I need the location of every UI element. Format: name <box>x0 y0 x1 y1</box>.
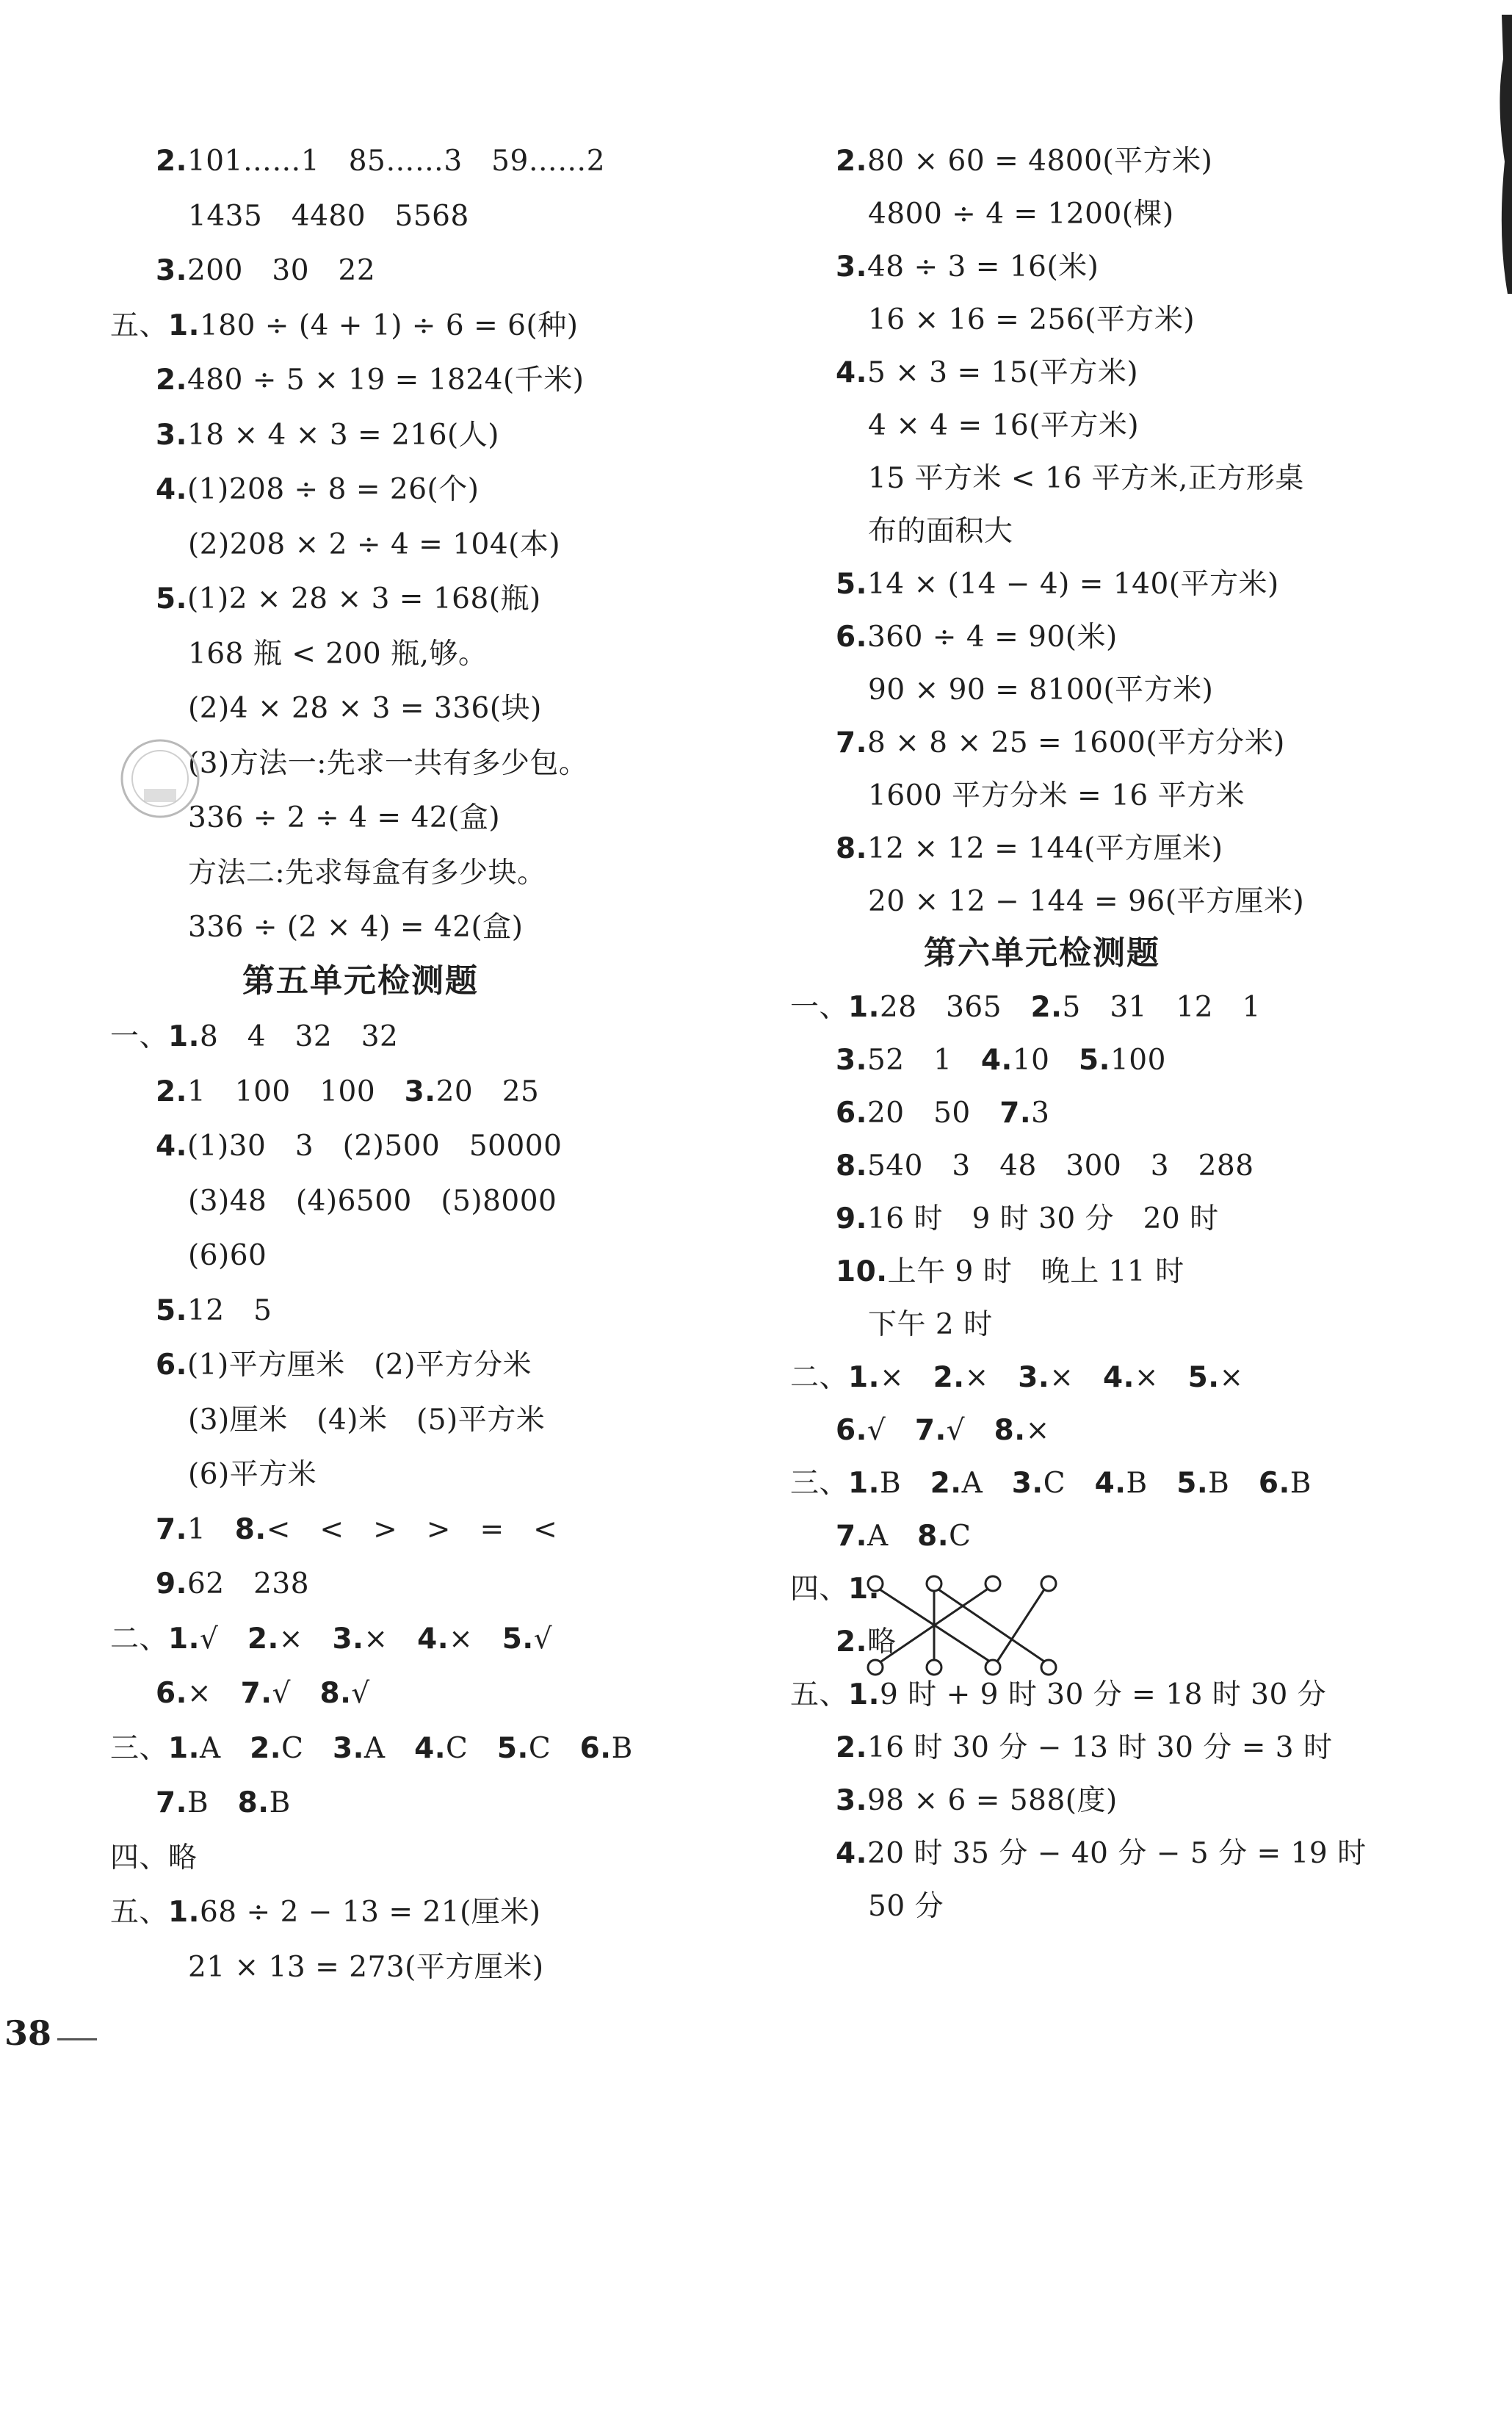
answer-text: 100 <box>1110 1044 1166 1077</box>
question-number: 5. <box>1187 1361 1220 1394</box>
question-number: 4. <box>156 473 187 506</box>
section-heading: 第五单元检测题 <box>242 961 479 1000</box>
answer-text: 1 <box>187 1512 235 1546</box>
answer-text: × <box>964 1361 1019 1394</box>
answer-line <box>156 418 499 452</box>
answer-text: 上午 9 时 晚上 11 时 <box>887 1255 1184 1288</box>
answer-line <box>868 198 1174 231</box>
question-number: 5. <box>156 1293 187 1327</box>
answer-text: 336 ÷ (2 × 4) = 42(盒) <box>188 911 524 944</box>
answer-line <box>836 250 1099 284</box>
answer-text: 18 × 4 × 3 = 216(人) <box>187 418 499 452</box>
answer-text: 16 × 16 = 256(平方米) <box>868 303 1196 336</box>
question-number: 4. <box>1094 1467 1126 1500</box>
question-number: 4. <box>156 1130 187 1163</box>
answer-text: × <box>1025 1414 1050 1447</box>
question-number: 8. <box>237 1786 270 1819</box>
answer-text: × <box>363 1622 418 1656</box>
answer-text: √ <box>351 1677 370 1710</box>
answer-text: √ <box>533 1622 553 1656</box>
answer-text: × <box>879 1361 933 1394</box>
answer-text: 3 <box>1031 1097 1050 1130</box>
answer-text: B <box>611 1731 633 1765</box>
answer-text: 5 × 3 = 15(平方米) <box>867 356 1139 389</box>
question-number: 4. <box>414 1731 446 1765</box>
answer-line <box>110 308 579 342</box>
answer-text: B <box>269 1786 291 1819</box>
answer-text: 68 ÷ 2 − 13 = 21(厘米) <box>199 1896 541 1929</box>
answer-text: C <box>949 1520 972 1553</box>
section-prefix: 一、 <box>110 1020 169 1053</box>
question-number: 5. <box>1079 1044 1110 1077</box>
answer-text: 12 × 12 = 144(平方厘米) <box>867 832 1223 865</box>
answer-line <box>188 637 488 671</box>
answer-line <box>836 1839 1367 1868</box>
answer-text: (1)208 ÷ 8 = 26(个) <box>187 473 480 506</box>
answer-text: × <box>1134 1361 1188 1394</box>
answer-line <box>188 1950 544 1984</box>
question-number: 4. <box>1102 1361 1135 1394</box>
question-number: 7. <box>156 1786 187 1819</box>
question-number: 3. <box>836 250 867 284</box>
question-number: 7. <box>836 1520 867 1553</box>
answer-line <box>868 464 1304 493</box>
answer-text: C <box>528 1731 580 1765</box>
answer-text: 10 <box>1012 1044 1079 1077</box>
answer-text: × <box>187 1677 241 1710</box>
answer-text: 1 100 100 <box>187 1075 405 1108</box>
question-number: 8. <box>994 1414 1026 1447</box>
answer-line <box>868 411 1139 440</box>
answer-line <box>156 582 541 616</box>
section-prefix: 一、 <box>790 991 849 1024</box>
question-number: 2. <box>933 1361 965 1394</box>
answer-text: 28 365 <box>879 991 1031 1024</box>
answer-line <box>836 1046 1166 1075</box>
answer-line <box>868 1310 993 1339</box>
answer-line <box>790 1363 1244 1392</box>
answer-text: √ <box>272 1677 320 1710</box>
question-number: 6. <box>156 1677 187 1710</box>
answer-text: B <box>187 1786 238 1819</box>
question-number: 3. <box>836 1044 867 1077</box>
answer-text: √ <box>867 1414 915 1447</box>
question-number: 2. <box>930 1467 962 1500</box>
answer-text: A <box>867 1520 918 1553</box>
answer-text: (3)方法一:先求一共有多少包。 <box>188 746 588 780</box>
answer-text: B <box>1126 1467 1177 1500</box>
answer-text: 101……1 85……3 59……2 <box>187 145 606 178</box>
question-number: 3. <box>1011 1467 1043 1500</box>
question-number: 5. <box>502 1622 534 1656</box>
answer-line <box>188 199 469 233</box>
question-number: 2. <box>250 1731 282 1765</box>
answer-line <box>836 623 1118 652</box>
question-number: 7. <box>240 1677 272 1710</box>
answer-text: (1)30 3 (2)500 50000 <box>187 1130 563 1163</box>
answer-line <box>156 1786 291 1819</box>
answer-line <box>188 1403 546 1437</box>
answer-text: B <box>1289 1467 1312 1500</box>
question-number: 6. <box>836 1414 867 1447</box>
answer-line <box>156 256 375 285</box>
question-number: 7. <box>836 726 867 759</box>
answer-text: 336 ÷ 2 ÷ 4 = 42(盒) <box>188 801 501 834</box>
answer-line <box>836 570 1279 599</box>
question-number: 1. <box>848 991 880 1024</box>
answer-line <box>110 1622 553 1656</box>
answer-text: 50 分 <box>868 1890 944 1923</box>
question-number: 7. <box>156 1512 187 1546</box>
section-prefix: 五、 <box>110 1896 169 1929</box>
answer-line <box>110 1022 398 1051</box>
answer-text: 16 时 30 分 − 13 时 30 分 = 3 时 <box>867 1731 1333 1764</box>
question-number: 6. <box>836 1097 867 1130</box>
answer-line <box>836 1097 1050 1130</box>
question-number: 6. <box>1258 1467 1290 1500</box>
answer-line <box>110 1841 198 1874</box>
question-number: 1. <box>848 1361 880 1394</box>
answer-text: 15 平方米 < 16 平方米,正方形桌 <box>868 462 1304 495</box>
answer-text: 20 50 <box>867 1097 1000 1130</box>
answer-text: 20 25 <box>435 1075 540 1108</box>
question-number: 8. <box>234 1512 267 1546</box>
answer-line <box>836 1522 971 1551</box>
answer-line <box>156 1679 370 1708</box>
answer-text: 略 <box>867 1625 897 1659</box>
question-number: 8. <box>319 1677 352 1710</box>
answer-text: 8 4 32 32 <box>199 1020 399 1053</box>
answer-line <box>868 779 1245 812</box>
answer-line <box>836 1202 1219 1235</box>
answer-text: (6)60 <box>188 1239 267 1272</box>
answer-text: 4800 ÷ 4 = 1200(棵) <box>868 198 1174 231</box>
answer-line <box>156 1567 310 1600</box>
answer-line <box>836 726 1285 759</box>
answer-line <box>156 364 585 397</box>
answer-text: A <box>961 1467 1012 1500</box>
question-number: 1. <box>168 1896 200 1929</box>
section-prefix: 四、 <box>790 1573 849 1606</box>
question-number: 3. <box>332 1731 364 1765</box>
answer-line <box>188 746 588 780</box>
answer-text: A <box>199 1731 250 1765</box>
question-number: 8. <box>836 1149 867 1183</box>
answer-line <box>836 834 1223 863</box>
answer-text: 200 30 22 <box>187 254 376 287</box>
question-number: 2. <box>836 1625 867 1659</box>
question-number: 2. <box>836 145 867 178</box>
answer-line <box>110 1731 633 1765</box>
question-number: 2. <box>836 1731 867 1764</box>
answer-text: 360 ÷ 4 = 90(米) <box>867 621 1118 654</box>
answer-line <box>790 1469 1312 1498</box>
answer-text: 540 3 48 300 3 288 <box>867 1149 1254 1183</box>
answer-text: C <box>446 1731 497 1765</box>
question-number: 9. <box>836 1202 867 1235</box>
answer-text: 98 × 6 = 588(度) <box>867 1784 1118 1817</box>
answer-line <box>836 1416 1050 1445</box>
answer-line <box>156 475 479 504</box>
answer-text: C <box>1043 1467 1095 1500</box>
section-prefix: 五、 <box>110 308 169 342</box>
answer-text: 90 × 90 = 8100(平方米) <box>868 674 1214 707</box>
answer-line <box>110 1898 541 1927</box>
answer-text: × <box>1219 1361 1244 1394</box>
answer-text: × <box>1049 1361 1103 1394</box>
question-number: 3. <box>332 1622 364 1656</box>
page-number-rule <box>57 2038 97 2040</box>
answer-line <box>188 1460 316 1489</box>
question-number: 2. <box>247 1622 279 1656</box>
answer-line <box>156 1293 272 1327</box>
section-prefix: 三、 <box>110 1731 169 1765</box>
answer-line <box>868 303 1196 336</box>
answer-text: (3)厘米 (4)米 (5)平方米 <box>188 1403 546 1437</box>
answer-line <box>868 1892 944 1921</box>
question-number: 3. <box>156 418 187 452</box>
question-number: 1. <box>848 1678 880 1711</box>
question-number: 3. <box>404 1075 436 1108</box>
answer-text: 48 ÷ 3 = 16(米) <box>867 250 1099 284</box>
question-number: 1. <box>848 1573 880 1606</box>
answer-line <box>156 147 605 176</box>
answer-line <box>188 527 561 561</box>
answer-line <box>156 1349 532 1382</box>
answer-line <box>188 856 546 889</box>
question-number: 1. <box>168 1731 200 1765</box>
question-number: 5. <box>1176 1467 1209 1500</box>
answer-text: 168 瓶 < 200 瓶,够。 <box>188 637 488 671</box>
answer-text: 方法二:先求每盒有多少块。 <box>188 856 546 889</box>
answer-line <box>836 1786 1118 1815</box>
answer-text: 180 ÷ (4 + 1) ÷ 6 = 6(种) <box>199 308 579 342</box>
question-number: 4. <box>980 1044 1013 1077</box>
answer-line <box>836 358 1138 387</box>
question-number: 8. <box>836 832 867 865</box>
question-number: 6. <box>156 1349 187 1382</box>
question-number: 2. <box>156 364 187 397</box>
question-number: 1. <box>168 308 200 342</box>
answer-line <box>790 993 1261 1022</box>
section-prefix: 三、 <box>790 1467 849 1500</box>
answer-line <box>836 1733 1333 1762</box>
question-number: 5. <box>836 568 867 601</box>
answer-text: (2)208 × 2 ÷ 4 = 104(本) <box>188 527 561 561</box>
question-number: 1. <box>168 1020 200 1053</box>
answer-text: 8 × 8 × 25 = 1600(平方分米) <box>867 726 1285 759</box>
answer-text: (6)平方米 <box>188 1458 317 1491</box>
section-prefix: 五、 <box>790 1678 849 1711</box>
answer-line <box>868 674 1214 707</box>
answer-text: 21 × 13 = 273(平方厘米) <box>188 1950 544 1984</box>
answer-text: 480 ÷ 5 × 19 = 1824(千米) <box>187 364 585 397</box>
question-number: 2. <box>156 145 187 178</box>
answer-text: 12 5 <box>187 1293 272 1327</box>
question-number: 1. <box>848 1467 880 1500</box>
answer-text: 布的面积大 <box>868 515 1013 548</box>
question-number: 6. <box>579 1731 612 1765</box>
answer-line <box>868 887 1304 916</box>
answer-text: 14 × (14 − 4) = 140(平方米) <box>867 568 1279 601</box>
answer-line <box>188 694 542 723</box>
section-heading: 第六单元检测题 <box>924 934 1160 972</box>
answer-text: 下午 2 时 <box>868 1308 993 1341</box>
question-number: 8. <box>917 1520 949 1553</box>
answer-text: B <box>879 1467 930 1500</box>
question-number: 10. <box>836 1255 888 1288</box>
section-prefix: 四、 <box>110 1841 169 1874</box>
section-prefix: 二、 <box>790 1361 849 1394</box>
answer-line <box>156 1075 540 1108</box>
question-number: 9. <box>156 1567 187 1600</box>
answer-line <box>188 1184 557 1218</box>
question-number: 6. <box>836 621 867 654</box>
answer-text: × <box>278 1622 333 1656</box>
answer-line <box>836 1149 1254 1183</box>
answer-line <box>790 1678 1327 1711</box>
answer-text: (2)4 × 28 × 3 = 336(块) <box>188 692 542 725</box>
stamp-seal-icon <box>116 735 204 823</box>
question-number: 7. <box>999 1097 1032 1130</box>
answer-line <box>836 147 1212 176</box>
question-number: 2. <box>156 1075 187 1108</box>
question-number: 3. <box>836 1784 867 1817</box>
question-number: 3. <box>1018 1361 1050 1394</box>
answer-text: 16 时 9 时 30 分 20 时 <box>867 1202 1219 1235</box>
answer-text: 1435 4480 5568 <box>188 199 469 233</box>
question-number: 5. <box>156 582 187 616</box>
answer-text: 20 时 35 分 − 40 分 − 5 分 = 19 时 <box>867 1837 1367 1870</box>
page-number: 38 <box>4 2013 52 2053</box>
answer-line <box>188 913 523 942</box>
answer-line <box>156 1132 562 1161</box>
answer-text: 62 238 <box>187 1567 310 1600</box>
answer-text: 80 × 60 = 4800(平方米) <box>867 145 1213 178</box>
answer-text: (3)48 (4)6500 (5)8000 <box>188 1184 557 1218</box>
answer-text: (1)平方厘米 (2)平方分米 <box>187 1349 532 1382</box>
answer-text: B <box>1208 1467 1259 1500</box>
answer-text: √ <box>946 1414 994 1447</box>
question-number: 4. <box>417 1622 449 1656</box>
question-number: 4. <box>836 356 867 389</box>
answer-line <box>156 1512 558 1546</box>
answer-line <box>836 1257 1184 1286</box>
answer-text: 1600 平方分米 = 16 平方米 <box>868 779 1245 812</box>
answer-text: 5 31 12 1 <box>1062 991 1261 1024</box>
answer-line <box>868 517 1013 546</box>
question-number: 2. <box>1030 991 1063 1024</box>
answer-text: C <box>281 1731 333 1765</box>
answer-text: 52 1 <box>867 1044 981 1077</box>
section-prefix: 二、 <box>110 1622 169 1656</box>
answer-line <box>188 1241 267 1270</box>
answer-text: √ <box>199 1622 247 1656</box>
question-number: 1. <box>168 1622 200 1656</box>
answer-line <box>188 801 501 834</box>
scan-edge-shadow-icon <box>1487 15 1512 294</box>
question-number: 5. <box>496 1731 529 1765</box>
answer-text: × <box>449 1622 502 1656</box>
answer-text: < < > > = < <box>266 1512 558 1546</box>
answer-text: A <box>363 1731 415 1765</box>
answer-text: 4 × 4 = 16(平方米) <box>868 409 1140 442</box>
question-number: 7. <box>914 1414 947 1447</box>
question-number: 3. <box>156 254 187 287</box>
answer-text: (1)2 × 28 × 3 = 168(瓶) <box>187 582 541 616</box>
matching-lines-diagram <box>865 1570 1063 1681</box>
answer-text: 20 × 12 − 144 = 96(平方厘米) <box>868 885 1305 918</box>
answer-text: 9 时 + 9 时 30 分 = 18 时 30 分 <box>879 1678 1327 1711</box>
answer-text: 略 <box>168 1841 198 1874</box>
question-number: 4. <box>836 1837 867 1870</box>
